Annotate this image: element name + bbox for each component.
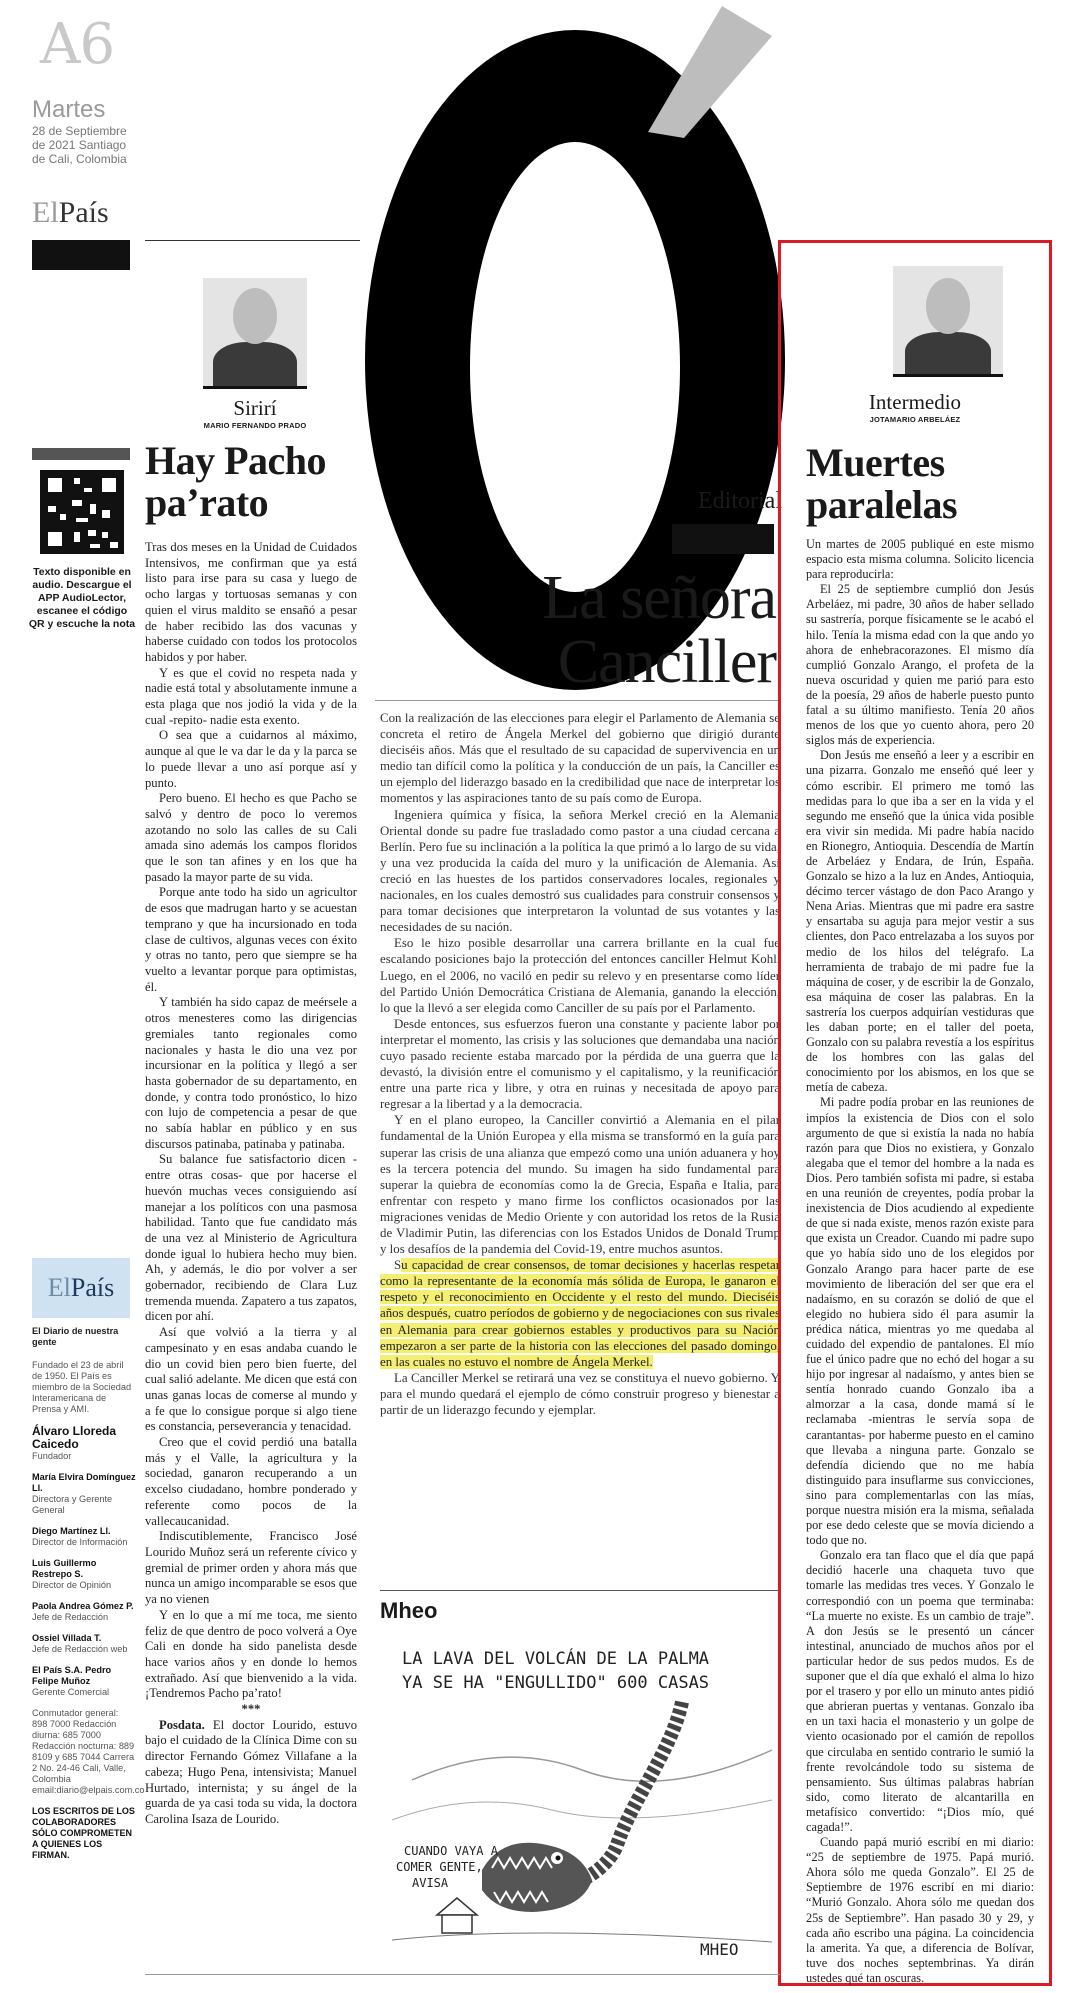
paragraph: Ingeniera química y física, la señora Merkel creció en la Alemania Oriental donde su padre fue trasladado como pastor a una ciudad cercana a Berlín. Pero fue su inclinación a la política la que primó a lo largo de su vida, y una vez producida la caída del muro y la unificación de Alemania. Así creció en las huestes de los partidos conservadores locales, regionales y nacionales, en los cuales demostró sus cualidades para construir consensos y para tomar decisiones que interpretaron la voluntad de sus votantes y las necesidades de su nación. xyxy=(380,807,780,935)
editorial-title xyxy=(372,566,776,694)
paragraph: Tras dos meses en la Unidad de Cuidados Intensivos, me confirman que ya está listo para irse para su casa y luego de ocho largas y tortuosas semanas y con quien el virus maldito se ensañó a pesar de haber recibido las dos vacunas y haberse cuidado con todos los protocolos habidos y por haber. xyxy=(145,540,357,664)
staff-name: Ossiel Villada T. xyxy=(32,1633,102,1643)
column-title: Hay Pacho pa’rato xyxy=(145,438,327,525)
paragraph: La Canciller Merkel se retirará una vez se constituya el nuevo gobierno. Y para el mundo quedará el ejemplo de cómo construir progreso y bienestar a partir de un liderazgo fecundo y ejemplar. xyxy=(380,1370,780,1418)
top-rule xyxy=(145,240,360,241)
column-title: Muertes paralelas xyxy=(806,440,958,527)
postdata-label: Posdata. xyxy=(159,1717,205,1732)
speech-line: AVISA xyxy=(412,1876,449,1890)
staff-entry xyxy=(32,1665,136,1698)
cartoon-rule xyxy=(380,1590,780,1591)
paragraph: O sea que a cuidarnos al máximo, aunque al que le va dar le da y la parca se lo puede llevar a uno así porque así y punto. xyxy=(145,728,357,790)
staff-box xyxy=(32,1326,145,1861)
accent-mark-graphic xyxy=(640,0,780,140)
column-author: JOTAMARIO ARBELÁEZ xyxy=(869,415,961,424)
paragraph: Creo que el covid perdió una batalla más y el Valle, la agricultura y la sociedad, ganaron recuperando a un excelso ciudadano, hombre ponderado y referente como pocos de la vallecaucanidad. xyxy=(145,1435,357,1528)
volcano-cartoon-image xyxy=(382,1630,780,1965)
staff-logo-pais: País xyxy=(70,1273,115,1302)
cartoon-signature: MHEO xyxy=(700,1940,739,1959)
staff-entry xyxy=(32,1558,136,1591)
staff-founder xyxy=(32,1425,136,1462)
editorial-body xyxy=(380,710,780,1418)
staff-role: Jefe de Redacción xyxy=(32,1612,109,1622)
separator: *** xyxy=(241,1702,261,1717)
column-author: MARIO FERNANDO PRADO xyxy=(203,421,307,430)
staff-entry xyxy=(32,1633,136,1655)
author-portrait xyxy=(203,278,307,389)
highlight-initial: S xyxy=(394,1258,402,1273)
staff-tagline: El Diario de nuestra gente xyxy=(32,1326,119,1347)
staff-contact: Conmutador general: 898 7000 Redacción diurna: 685 7000 Redacción nocturna: 889 8109 y 685 7044 Carrera 2 No. 24-46 Cali, Valle, Colombia email:diario@elpais.com.co xyxy=(32,1708,145,1795)
paragraph: El 25 de septiembre cumplió don Jesús Arbeláez, mi padre, 30 años de haber sellado su sastrería, porque físicamente se le acabó el hilo. Tenía la misma edad con la que ando yo ahora de enhebracorazones. El mismo día cumplió Gonzalo Arango, el profeta de la nueva oscuridad y quien me parió para esto de la poesía, 29 años de haberle puesto punto fatal a su último manifiesto. Tenía 20 años menos de los que yo cuento ahora, pero 20 siglos más de experiencia. xyxy=(806,582,1034,748)
masthead-bar xyxy=(32,240,130,270)
column-name: Sirirí xyxy=(233,396,277,420)
staff-entry xyxy=(32,1526,136,1548)
editorial-title-line: Canciller xyxy=(557,628,776,696)
logo-el: El xyxy=(32,196,59,229)
paragraph: Cuando papá murió escribí en mi diario: “25 de septiembre de 1975. Papá murió. Ahora sólo me queda Gonzalo”. El 25 de Septiembre de 1976 escribí en mi diario: “Murió Gonzalo. Ahora sólo me quedan dos 25s de Septiembre”. Han pasado 30 y 29, y cada año escribo una página. La coincidencia la amerita. Ya que, a diferencia de Bolívar, tuve dos noches septembrinas. Ya dirán ustedes qué tan oscuras. xyxy=(806,1835,1034,1985)
highlighted-paragraph xyxy=(380,1257,780,1370)
big-letter-o-counter xyxy=(470,142,680,592)
paragraph: Y es que el covid no respeta nada y nadie está total y absolutamente inmune a esta plaga que nos jodió la vida y de la cual -repito- nadie esta exento. xyxy=(145,665,357,727)
staff-disclaimer: LOS ESCRITOS DE LOS COLABORADORES SÓLO COMPROMETEN A QUIENES LOS FIRMAN. xyxy=(32,1806,135,1860)
logo-pais: País xyxy=(58,196,109,229)
qr-code-icon[interactable] xyxy=(40,470,124,554)
date-place: 28 de Septiembre de 2021 Santiago de Cali, Colombia xyxy=(32,124,127,166)
postdata-paragraph xyxy=(145,1718,357,1828)
qr-header-bar xyxy=(32,448,130,460)
page-number: A6 xyxy=(40,12,115,77)
founder-name: Álvaro Lloreda Caicedo xyxy=(32,1424,117,1451)
paragraph: Indiscutiblemente, Francisco José Lourido Muñoz será un referente cívico y gremial de primer orden y ahora más que nunca un amigo incomparable se esos que ya no vienen xyxy=(145,1529,357,1607)
paragraph: Eso le hizo posible desarrollar una carrera brillante en la cual fue escalando posiciones bajo la protección del entonces canciller Helmut Kohl. Luego, en el 2006, no vaciló en pedir su relevo y en presentarse como líder del Partido Unión Democrática Cristiana de Alemania, ganando la elección, lo que la llevó a ser elegida como Canciller de su país por el Parlamento. xyxy=(380,936,780,1015)
column-body xyxy=(806,537,1034,1986)
audio-note: Texto disponible en audio. Descargue el APP AudioLector, escanee el código QR y escuche la nota xyxy=(28,566,136,630)
staff-founding: Fundado el 23 de abril de 1950. El País es miembro de la Sociedad Interamericana de Prensa y AMI. xyxy=(32,1360,132,1414)
staff-logo xyxy=(32,1258,130,1318)
paragraph: Un martes de 2005 publiqué en este mismo espacio esta misma columna. Solicito licencia para reproducirla: xyxy=(806,537,1034,582)
staff-name: María Elvira Domínguez Ll. xyxy=(32,1472,136,1493)
paragraph: Gonzalo era tan flaco que el día que papá decidió hacerle una chaqueta tuvo que tomarle las medidas tres veces. Y Gonzalo le correspondió con un poema que terminaba: “La muerte no existe. Es un cambio de traje”. A don Jesús se le presentó un cáncer intestinal, anunciado de muchos años por el particular hedor de sus pedos mudos. Es de suponer que el día que exhaló el alma lo hizo por el trasero y por ello un minuto antes pidió que abrieran puertas y ventanas. Gonzalo iba en un taxi hacia el monasterio y un golpe de viento ocasionado por el camión de repollos que circulaba en sentido contrario le sumió la frente revolcándole todo su sistema de pensamiento. Sus últimas palabras habrían sido, como literato de alcantarilla en metafísico convertido: “¡Dios mío, qué cagada!”. xyxy=(806,1548,1034,1834)
speech-line: CUANDO VAYA A xyxy=(404,1844,498,1858)
paragraph: Así que volvió a la tierra y al campesinato y en esas andaba cuando le dio un covid bien pero bien fuerte, del cual salió adelante. Me dicen que está con unas ganas locas de comerse al mundo y a fe que lo consigue porque si algo tiene es constancia, perseverancia y tenacidad. xyxy=(145,1325,357,1434)
cartoon-caption-line: LA LAVA DEL VOLCÁN DE LA PALMA xyxy=(402,1649,710,1669)
text-highlight: u capacidad de crear consensos, de tomar decisiones y hacerlas respetar como la representante de la economía más sólida de Europa, le ganaron el respeto y el reconocimiento en Occidente y el resto del mundo. Dieciséis años después, cuatro períodos de gobierno y de negociaciones con sus rivales en Alemania para crear gobiernos estables y productivos para su Nación empezaron a ser parte de la historia con las elecciones del pasado domingo, en las cuales no estuvo el nombre de Ángela Merkel. xyxy=(380,1258,780,1369)
founder-role: Fundador xyxy=(32,1451,72,1461)
paragraph: Y también ha sido capaz de meérsele a otros menesteres como las dirigencias gremiales tanto regionales como nacionales y hasta le dio una vez por incursionar en la política y llegó a ser hasta gobernador de su departamento, en donde, y contra todo pronóstico, lo hizo con lujo de competencia a pesar de que no sabía hablar en público y en sus discursos patinaba, patinaba y patinaba. xyxy=(145,995,357,1151)
staff-role: Director de Opinión xyxy=(32,1580,112,1590)
editorial-title-line: La señora xyxy=(542,564,776,632)
paragraph: Don Jesús me enseñó a leer y a escribir en una pizarra. Gonzalo me enseñó qué leer y cómo escribir. El primero me tomó las medidas para lo que iba a ser en la vida y el segundo me enseñó que la única vida posible era vivir sin medida. Mi padre había nacido en Rionegro, Antioquia. Descendía de Martín de Arbeláez y Endara, de Irún, España. Gonzalo se hizo a la luz en Andes, Antioquia, décimo tercer vástago de don Paco Arango y Nena Arias. Mientras que mi padre era sastre y ensartaba su aguja para mejor vestir a sus clientes, don Paco entrelazaba a los suyos por medio de los hilos del telégrafo. La herramienta de trabajo de mi padre fue la máquina de coser, y de escribir la de Gonzalo, esa máquina de coser las palabras. En la sastrería los cuerpos adquirían vestiduras que les daban porte; en el taller del poeta, Gonzalo con su palabra revestía a los espíritus de los hombres con las galas del conocimiento por los abismos, en los que se metía de cabeza. xyxy=(806,748,1034,1095)
bottom-rule xyxy=(145,1974,780,1975)
newspaper-logo[interactable] xyxy=(32,196,109,230)
staff-name: Luis Guillermo Restrepo S. xyxy=(32,1558,97,1579)
cartoon-label: Mheo xyxy=(380,1598,438,1623)
editorial-rule xyxy=(375,700,780,701)
staff-role: Gerente Comercial xyxy=(32,1687,110,1697)
staff-entry xyxy=(32,1601,136,1623)
staff-role: Jefe de Redacción web xyxy=(32,1644,128,1654)
staff-logo-el: El xyxy=(47,1273,71,1302)
cartoon-caption-line: YA SE HA "ENGULLIDO" 600 CASAS xyxy=(402,1673,710,1693)
staff-entry xyxy=(32,1472,136,1516)
paragraph: Su balance fue satisfactorio dicen -entre otras cosas- que por hacerse el huevón muchas veces consiguiendo así manejar a los políticos con una pasmosa habilidad. Tanto que fue candidato más de una vez al Ministerio de Agricultura donde igual lo hubiera hecho muy bien. Ah, y además, le dio por volver a ser gobernador, recibiendo de Clara Luz tremenda muenda. Zapatero a tus zapatos, dicen por ahí. xyxy=(145,1152,357,1324)
paragraph: Porque ante todo ha sido un agricultor de esos que madrugan harto y se acuestan temprano y que ha incursionado en toda clase de cultivos, algunas veces con éxito y otras no tanto, pero que siempre se ha vuelto a levantar porque para optimistas, él. xyxy=(145,885,357,994)
day-of-week: Martes xyxy=(32,96,106,123)
paragraph: Y en el plano europeo, la Canciller convirtió a Alemania en el pilar fundamental de la Unión Europea y ella misma se transformó en la guía para superar las crisis de una alianza que empezó como una unión aduanera y hoy es la tercera potencia del mundo. Su imagen ha sido fundamental para superar la quiebra de economías como la de Grecia, España e Italia, para enfrentar con respeto y mano firme los conflictos ocasionados por las migraciones venidas de Medio Oriente y con autoridad los retos de la Rusia de Vladimir Putin, las diferencias con los Estados Unidos de Donald Trump y los desafíos de la pandemia del Covid-19, entre muchos asuntos. xyxy=(380,1113,780,1257)
staff-role: Directora y Gerente General xyxy=(32,1494,113,1515)
section-bar xyxy=(672,524,774,554)
staff-name: Diego Martínez Ll. xyxy=(32,1526,111,1536)
staff-name: El País S.A. Pedro Felipe Muñoz xyxy=(32,1665,112,1686)
paragraph: Con la realización de las elecciones para elegir el Parlamento de Alemania se concreta el retiro de Ángela Merkel del gobierno que dirigió durante dieciséis años. Más que el resultado de su capacidad de supervivencia en un medio tan difícil como la política y la conducción de un país, la Canciller es un ejemplo del liderazgo basado en la credibilidad que nace de interpretar los momentos y las aspiraciones tanto de su país como de Europa. xyxy=(380,711,780,806)
paragraph: Desde entonces, sus esfuerzos fueron una constante y paciente labor por interpretar el momento, las crisis y las soluciones que demandaba una nación cuyo pasado reciente estaba marcado por la pérdida de una guerra que la devastó, la división entre el comunismo y el capitalismo, y la reunificación entre una parte rica y libre, y otra en ruinas y necesitada de apoyo para regresar a la libertad y a la democracia. xyxy=(380,1016,780,1112)
column-name: Intermedio xyxy=(868,390,962,414)
postdata-text: El doctor Lourido, estuvo bajo el cuidado de la Clínica Dime con su director Fernando Gómez Villafane a la cabeza; Hugo Pena, intensivista; Manuel Hurtado, internista; y su ángel de la guarda de ya casi toda su vida, la doctora Carolina Isaza de Lourido. xyxy=(145,1717,357,1826)
column-body xyxy=(145,540,357,1828)
paragraph: Y en lo que a mí me toca, me siento feliz de que dentro de poco volverá a Oye Cali en donde ha sido panelista desde hace varios años y en donde lo hemos extrañado. Así que bienvenido a la vida. ¡Tendremos Pacho pa’rato! xyxy=(145,1607,357,1701)
section-label: Editorial xyxy=(698,488,782,514)
staff-role: Director de Información xyxy=(32,1537,128,1547)
author-portrait xyxy=(893,266,1003,377)
paragraph: Pero bueno. El hecho es que Pacho se salvó y dentro de poco lo veremos azotando no solo las calles de su Cali amada sino además los campos floridos que le son tan afines y en los que ha pasado la mayor parte de su vida. xyxy=(145,791,357,884)
paragraph: Mi padre podía probar en las reuniones de impíos la existencia de Dios con el solo argumento de que si existía la nada no había razón para que Dios no existiera, y Gonzalo alegaba que el temor del hombre a la nada es Dios. Pero también sofista mi padre, si estaba en una reunión de creyentes, podía probar la inexistencia de Dios acudiendo al expediente de que si nada existe, menos razón existe para que exista un Creador. Cuando mi padre supo que yo había sido uno de los elegidos por Gonzalo Arango para hacer parte de ese movimiento de liberación del ser que era el nadaísmo, en su corazón se dolió de que el elegido no hubiera sido él para asumir la prédica nática, mientras yo me quedaba al cuidado del expendio de pantalones. El mío fue el único padre que no echó del hogar a su hijo por ingresar al nadaísmo, y antes bien se sentía honrado cuando Gonzalo iba a almorzar a la casa, donde mamá sí le reclamaba -mientras le servía sopa de carantantas- por haberme puesto en el camino que llevaba a ninguna parte. Gonzalo se defendía diciendo que no me había distinguido para insuflarme sus convicciones, sino para complementarlas con las mías, porque nuestra misión era la misma, señalada por ese dedo celeste que se movía diciendo a todo que no. xyxy=(806,1095,1034,1548)
speech-line: COMER GENTE, xyxy=(396,1860,483,1874)
staff-name: Paola Andrea Gómez P. xyxy=(32,1601,134,1611)
